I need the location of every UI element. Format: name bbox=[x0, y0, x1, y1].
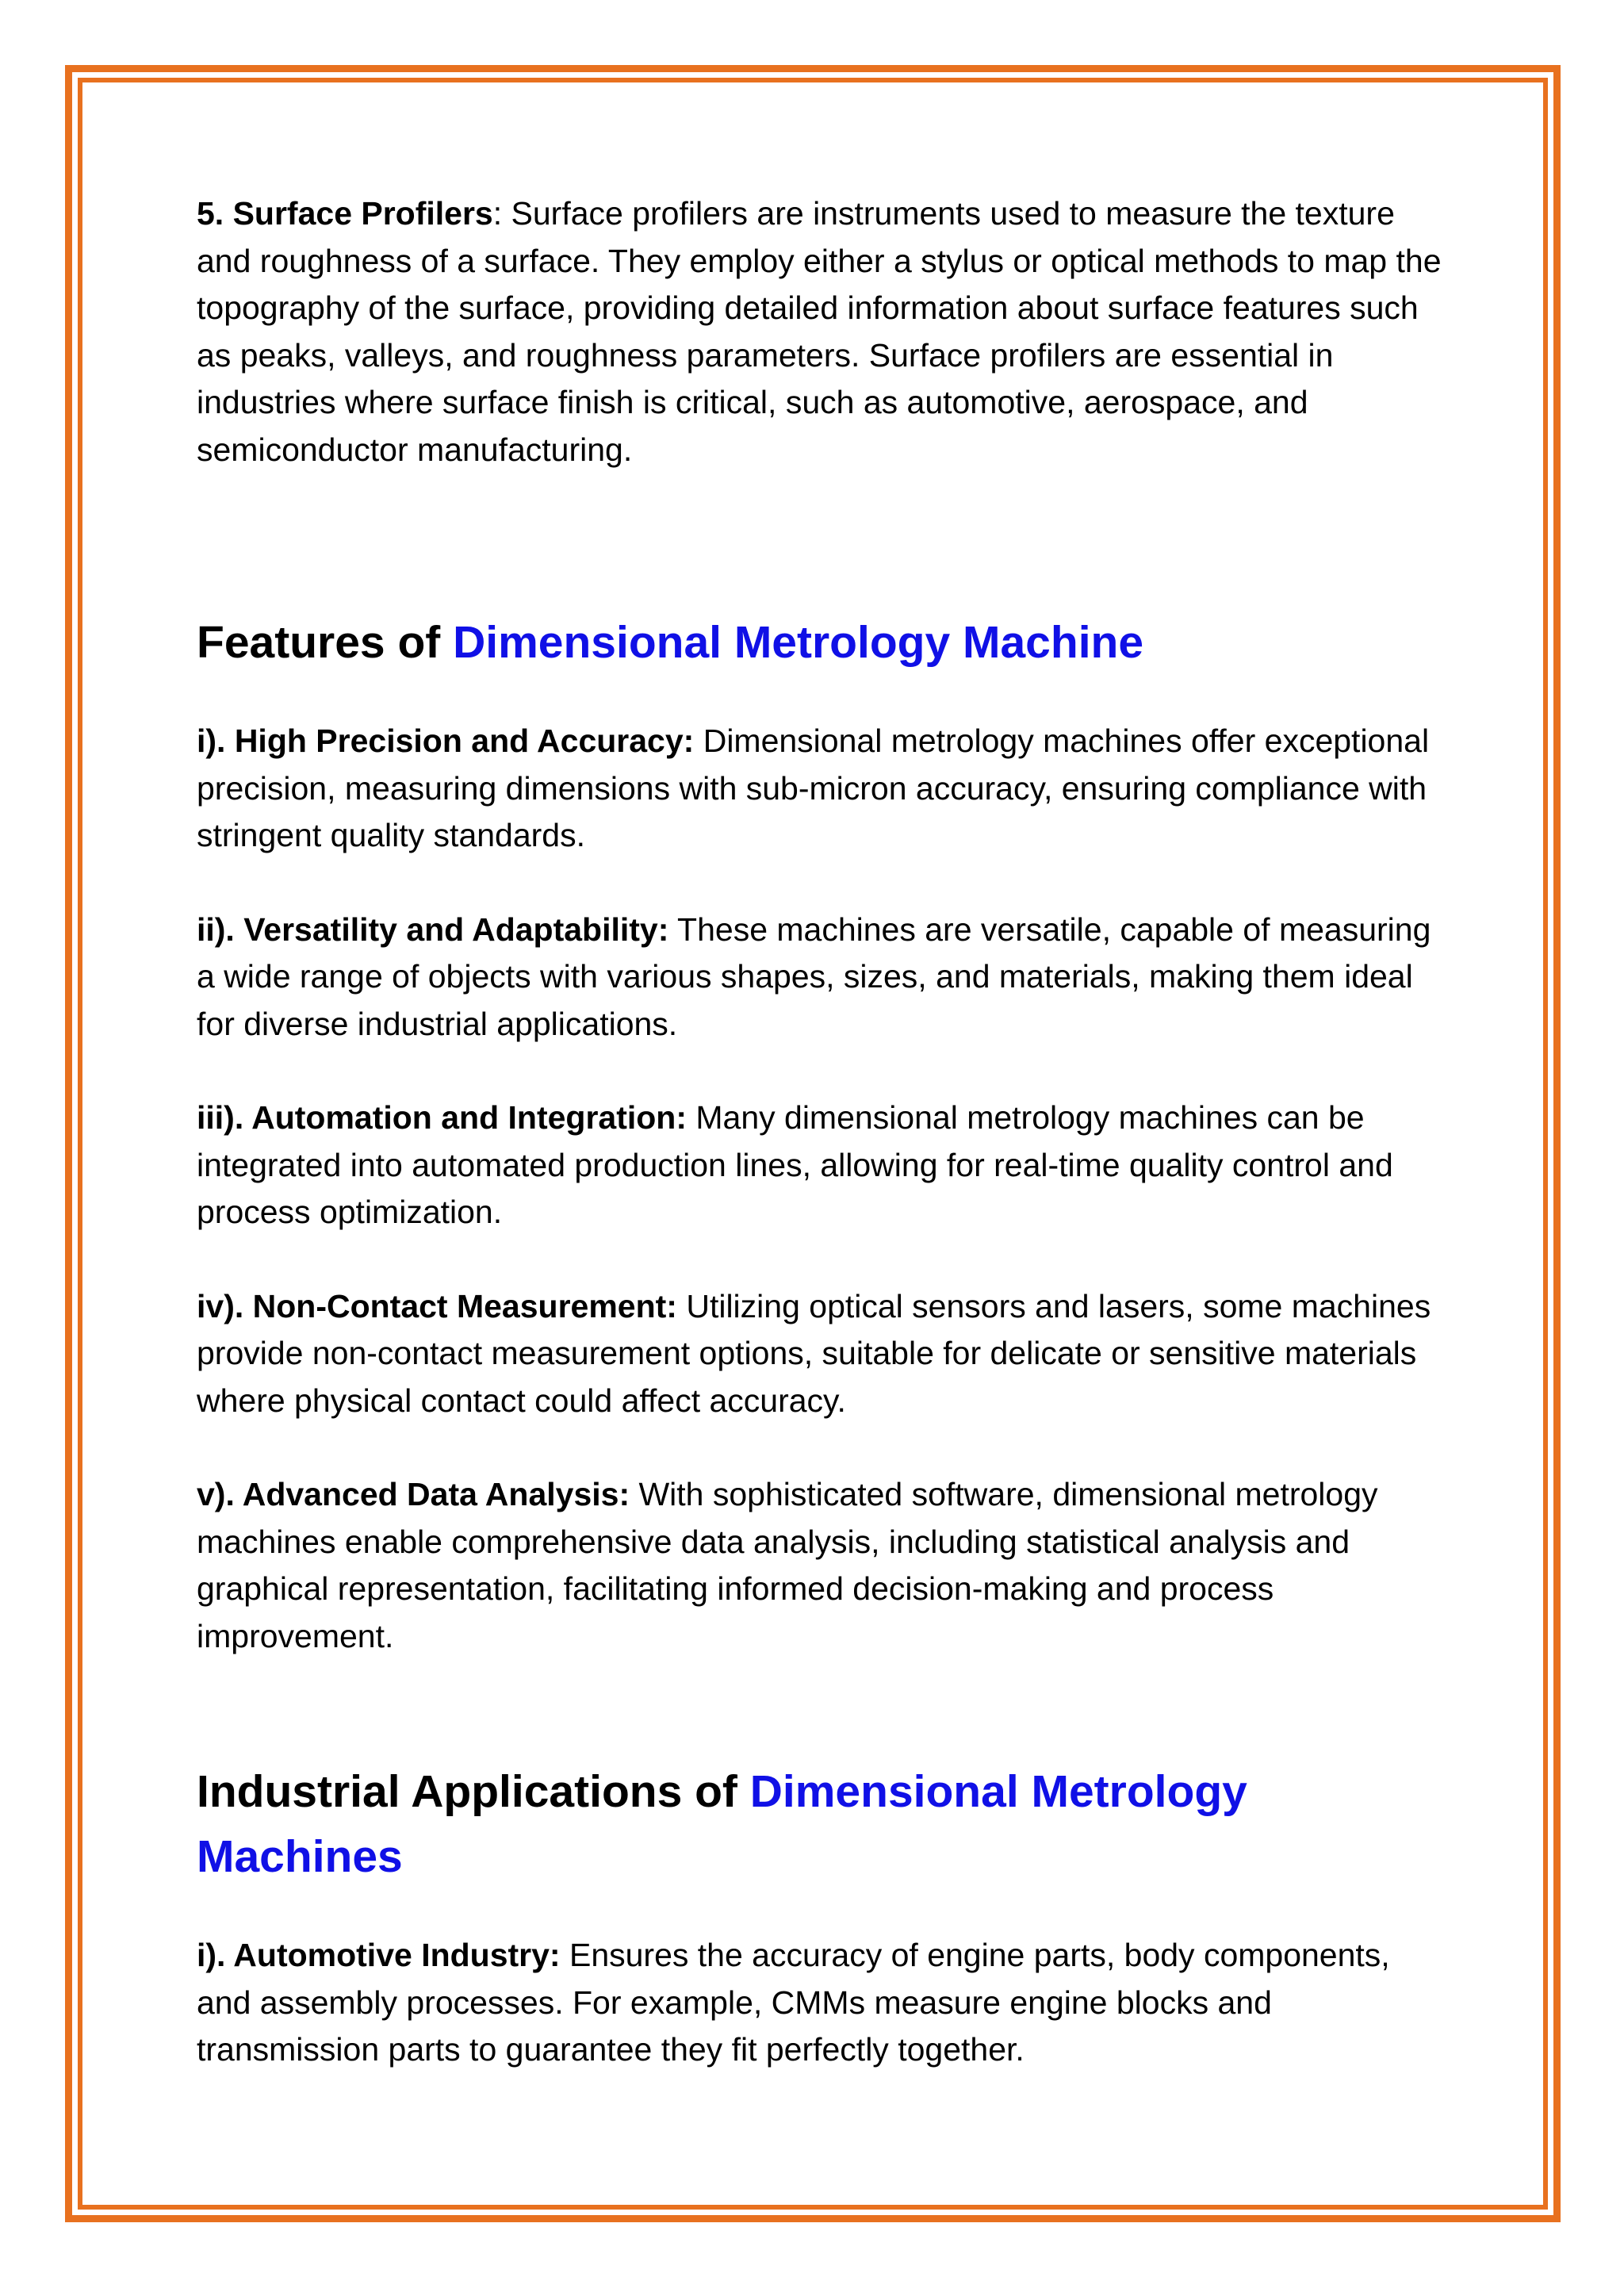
features-heading-highlight: Dimensional Metrology Machine bbox=[453, 617, 1144, 668]
feature-item-text: Utilizing optical sensors and lasers, some machines provide non-contact measurement options, suitable for delicate or sensitive materials where physical contact could affect accuracy. bbox=[197, 1287, 1431, 1419]
feature-item-label: i). High Precision and Accuracy: bbox=[197, 723, 695, 759]
features-heading-prefix: Features of bbox=[197, 617, 454, 668]
surface-profilers-paragraph bbox=[197, 190, 1450, 473]
document-content bbox=[197, 190, 1450, 2074]
feature-item-text: These machines are versatile, capable of measuring a wide range of objects with various shapes, sizes, and materials, making them ideal for diverse industrial applications. bbox=[197, 910, 1431, 1042]
application-item bbox=[197, 1932, 1450, 2074]
applications-heading-highlight: Dimensional Metrology Machines bbox=[197, 1766, 1247, 1882]
surface-profilers-label: 5. Surface Profilers bbox=[197, 195, 493, 232]
feature-item bbox=[197, 1094, 1450, 1236]
feature-item-label: ii). Versatility and Adaptability: bbox=[197, 910, 669, 948]
application-item-text: Ensures the accuracy of engine parts, body components, and assembly processes. For example, CMMs measure engine blocks and transmission parts to guarantee they fit perfectly together. bbox=[197, 1937, 1390, 2068]
feature-item-text: Many dimensional metrology machines can be integrated into automated production lines, allowing for real-time quality control and process optimization. bbox=[197, 1099, 1393, 1230]
feature-item-label: v). Advanced Data Analysis: bbox=[197, 1476, 630, 1512]
feature-item bbox=[197, 1283, 1450, 1425]
feature-item-label: iv). Non-Contact Measurement: bbox=[197, 1287, 677, 1324]
applications-heading-prefix: Industrial Applications of bbox=[197, 1766, 750, 1817]
feature-item-label: iii). Automation and Integration: bbox=[197, 1099, 687, 1136]
applications-heading bbox=[197, 1759, 1450, 1889]
feature-item bbox=[197, 1471, 1450, 1660]
feature-item-text: With sophisticated software, dimensional metrology machines enable comprehensive data analysis, including statistical analysis and graphical representation, facilitating informed decision-making and process improvement. bbox=[197, 1476, 1378, 1654]
feature-item bbox=[197, 907, 1450, 1048]
features-heading bbox=[197, 610, 1450, 675]
feature-item-text: Dimensional metrology machines offer exceptional precision, measuring dimensions with sub-micron accuracy, ensuring compliance with stringent quality standards. bbox=[197, 723, 1430, 853]
feature-item bbox=[197, 718, 1450, 860]
surface-profilers-text: : Surface profilers are instruments used to measure the texture and roughness of a surface. They employ either a stylus or optical methods to map the topography of the surface, providing detailed information about surface features such as peaks, valleys, and roughness parameters. Surface profilers are essential in industries where surface finish is critical, such as automotive, aerospace, and semiconductor manufacturing. bbox=[197, 195, 1442, 468]
application-item-label: i). Automotive Industry: bbox=[197, 1937, 561, 1973]
